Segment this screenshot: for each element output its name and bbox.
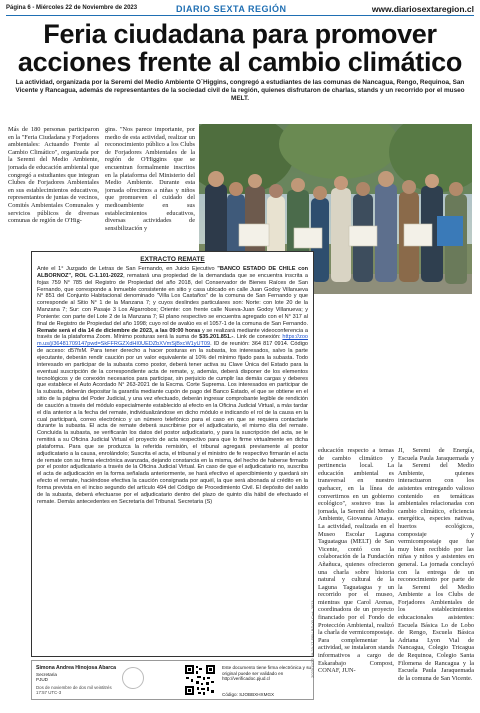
validation-code: Código: SJOBBXHXMGX bbox=[222, 692, 275, 697]
article-column-3: educación respecto a temas de cambio climático y pertinencia local. La educación ambiental es transversal en nuestro quehacer, en la línea de convertirnos en un gobierno ecológico", sostuvo tras la jornada, la Seremi del Medio Ambiente, Giovanna Amaya. La actividad, realizada en el Museo Escolar Laguna Taguatagua (MELT) de San Vicente, contó con la colaboración de la Fundación Añañuca, quienes ofrecieron una charla sobre historia natural y cultural de la Laguna Taguatagua y un recorrido por el museo, mientras que Carol Arenas, coordinadora de un proyecto financiado por el Fondo de Protección Ambiental, realizó la charla de vermicompostaje. Para complementar la actividad, se instalaron stands informativos a cargo de Eskarabajo Compost, CONAF, JUN- bbox=[318, 447, 394, 675]
validation-note: Este documento tiene firma electrónica y su original puede ser validado en http://verificadoc.pjud.cl bbox=[222, 665, 312, 682]
article-column-4: JI, Seremi de Energía, Escuela Paula Jaraquemada y la Seremi del Medio Ambiente, quienes interactuaron con los asistentes entregando valioso contenido en temáticas ambientales relacionadas con cambio climático, eficiencia energética, especies nativas, huertos ecológicos, compostaje y vermicompostaje que fue muy bien recibido por las niñas y niños y asistentes en general. La jornada concluyó con la entrega de un reconocimiento por parte de la Seremi del Medio Ambiente a los Clubs de Forjadores Ambientales de los establecimientos educacionales asistentes: Escuela Básica Lo de Lobo de Rengo, Escuela Básica Adriana Lyon Vial de Nancagua, Colegio Tricagua de Requinoa, Colegio Santa Filomena de Rancagua y la Escuela Paula Jaraquemada de la comuna de San Vicente. bbox=[398, 447, 474, 682]
lead-paragraph: La actividad, organizada por la Seremi del Medio Ambiente O´Higgins, congregó a estudiantes de las comunas de Nancagua, Rengo, Requinoa, San Vicente y Rancagua, además de representantes de la sociedad civil de la región, quienes disfrutaron de charlas, stands y un recorrido por el museo MELT. bbox=[15, 79, 465, 103]
electronic-signature-box bbox=[31, 660, 314, 700]
notice-body: Ante el 1° Juzgado de Letras de San Fernando, en Juicio Ejecutivo "BANCO ESTADO DE CHILE con ALBORNOZ", ROL C-1.101-2022, rematará una propiedad de la demandada que se encuentra inscrita a fojas 759 N° 785 del Registro de Propiedad del año 2018, del Conservador de Bienes Raíces de San Fernando, que corresponde a Inmueble consistente en sitio y casa ubicado en calle Juan Godoy Villanueva N° 851 del Conjunto Habitacional denominado "Villa Los Castaños" de la comuna de San Fernando y que corresponde al Sitio N° 1 de la Manzana 7; y cuyos deslindes particulares son: Norte: con lote 20 de la Manzana 7; Sur: con Pasaje 3 Los Algarrobos; Oriente: con frente calle Nueva-Juan Godoy Villanueva; y Poniente: con parte del Lote 2 de la Manzana 7; El plano respectivo se encuentra agregado con el N° 317 al final de Registro de Propiedad del año 1998; cuyo rol de avalúo es el 1057-1 de la comuna de San Fernando. Remate será el día 14 de diciembre de 2023, a las 09:00 horas y se realizará mediante videoconferencia a través de la plataforma Zoom. Mínimo posturas será la suma de $35.201.851.-. Link de conexión: https://zoom.us/j/36481709147pwd=SkFFRGZXdHI0UEDZbXVmSjBxcW1yUT09. ID de reunión: 364 817 0914. Código de acceso: d57fxM. Para tener derecho a hacer posturas en la subasta, los interesados, salvo la parte ejecutante, deberán rendir caución por un valor equivalente al 10% del mínimo fijado para la subasta. Todo interesado en participar de la subasta como postor, deberá tener activa su Clave Única del Estado para la eventual suscripción de la correspondiente acta de remate, y, además, deberá disponer de los elementos tecnológicos y de conexión necesarios para participar, sin perjuicio de cumplir las demás cargas y deberes que establece el Auto Acordado N° 263-2021 de la Excma. Corte Suprema. Los interesados en participar de la subasta, deberán depositar la garantía mediante cupón de pago del Banco Estado, el que se obtiene en el sitio de la página del Poder Judicial, y una vez efectuado, deberán ingresar comprobante legible de rendición de caución a través del módulo especialmente establecido al efecto en la Oficina Judicial Virtual, a más tardar el día anterior a la fecha del remate, individualizándose en dicho módulo e indicando el rol de la causa en la cual participará, correo electrónico y un número telefónico para el caso en que se requiera contactarle durante la subasta. El acta de remate deberá suscribirse por el adjudicatario, el mismo día del remate. Concluida la subasta, se verificarán los datos del postor adjudicatario, y para la suscripción del acta, se le remitirá a su Oficina Judicial Virtual el proyecto de acta respectivo para que lo firme virtualmente en dicha plataforma. Para que se produzca la referida remisión, el tribunal agregará previamente al postor adjudicatario a la causa, enrolándolo; Suscrita el acta, el tribunal y el ministro de fe respectivo firmarán el acta de remate con su firma electrónica avanzada, dejando constancia en la misma, del hecho de haberse firmado por el postor adjudicatario a través de la Oficina Judicial Virtual. En caso de que el adjudicatario no, suscriba el acta de adjudicación en la forma señalada anteriormente, se hará efectivo el apercibimiento y quedará sin efecto el remate, haciéndose efectiva la caución consignada por aquél, la que será abonada al crédito en la forma prevista en el inciso segundo del artículo 494 del Código de Procedimiento Civil. El depósito del saldo de la subasta, deberá efectuarse por el adjudicatario dentro del plazo de quinto día hábil de efectuado el remate. Demás antecedentes en Secretaría del Tribunal. Secretaria (S) bbox=[37, 266, 309, 505]
headline: Feria ciudadana para promover acciones frente al cambio climático bbox=[17, 19, 463, 77]
newspaper-name: DIARIO SEXTA REGIÓN bbox=[176, 4, 287, 14]
article-column-2: gins. "Nos parece importante, por medio de esta actividad, realizar un reconocimiento público a los Clubs de Forjadores Ambientales de la región de O'Higgins que se encuentran formalmente inscritos en la plataforma del Ministerio del Medio Ambiente. Durante esta jornada ofrecimos a niñas y niños que promueven el cuidado del medioambiente en sus establecimientos educativos, diversas actividades de sensibilización y bbox=[105, 126, 195, 232]
qr-code-icon bbox=[184, 664, 216, 696]
newspaper-url: www.diariosextaregion.cl bbox=[371, 4, 474, 14]
signer-name: Simona Andrea Hinojosa Abarca bbox=[36, 665, 117, 671]
notice-title: EXTRACTO REMATE bbox=[140, 256, 205, 263]
vertical-print-stamp bbox=[308, 500, 316, 680]
signer-role: Secretaria PJUD bbox=[36, 672, 57, 682]
signature-date: Dos de noviembre de dos mil veintitrés 17:57 UTC-3 bbox=[36, 685, 112, 695]
auction-notice bbox=[31, 251, 314, 657]
page-number-date: Página 6 - Miércoles 22 de Noviembre de 2023 bbox=[6, 5, 138, 11]
article-column-1: Más de 180 personas participaron en la "Feria Ciudadana y Forjadores ambientales: Actuando Frente al Cambio Climático", organizada por la Seremi del Medio Ambiente, jornada de educación ambiental que congregó a estudiantes que integran Clubes de Forjadores Ambientales en sus establecimientos educativos, representantes de juntas de vecinos, Comités Ambientales Comunales y servicios públicos de diversas comunas de región de O'Hig- bbox=[8, 126, 99, 225]
gutter-stamp-label: 2023/11/22 18:23:17 SRV-BD 00 Cod. 2023 bbox=[310, 600, 315, 678]
zoom-link[interactable]: https://zoom.us/j/36481709147pwd=SkFFRGZXdHI0UEDZbXVmSjBxcW1yUT09 bbox=[37, 334, 309, 348]
page-header bbox=[6, 4, 474, 16]
seal-icon bbox=[122, 667, 144, 689]
vertical-stamp-text bbox=[308, 500, 316, 680]
